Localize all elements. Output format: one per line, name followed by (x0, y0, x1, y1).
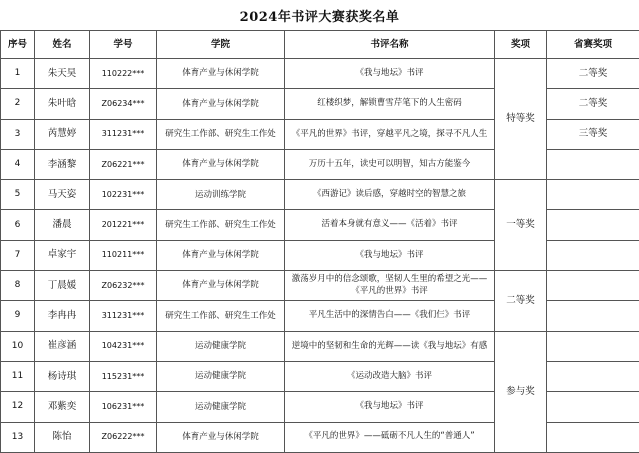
cell-provincial-award (547, 180, 639, 210)
cell-student-id: Z06222*** (90, 422, 157, 452)
header-award: 奖项 (495, 31, 547, 59)
cell-review-title: 《平凡的世界》——砥砺不凡人生的“普通人” (285, 422, 495, 452)
cell-provincial-award (547, 210, 639, 240)
cell-student-id: 115231*** (90, 361, 157, 391)
cell-provincial-award (547, 361, 639, 391)
cell-name: 潘晨 (35, 210, 90, 240)
cell-name: 邓紫奕 (35, 392, 90, 422)
cell-name: 芮慧婷 (35, 119, 90, 149)
cell-college: 体育产业与休闲学院 (157, 149, 285, 179)
cell-college: 研究生工作部、研究生工作处 (157, 119, 285, 149)
cell-name: 杨诗琪 (35, 361, 90, 391)
document-title: 2024年书评大赛获奖名单 (0, 0, 639, 30)
cell-award: 参与奖 (495, 331, 547, 452)
cell-index: 8 (1, 271, 35, 301)
cell-college: 运动健康学院 (157, 331, 285, 361)
cell-name: 朱天昊 (35, 59, 90, 89)
award-table (0, 30, 639, 453)
table-row (1, 331, 639, 361)
cell-review-title: 《平凡的世界》书评，穿越平凡之境，探寻不凡人生 (285, 119, 495, 149)
cell-student-id: Z06232*** (90, 271, 157, 301)
cell-student-id: 106231*** (90, 392, 157, 422)
cell-review-title: 激荡岁月中的信念颂歌，坚韧人生里的希望之光——《平凡的世界》书评 (285, 271, 495, 301)
cell-college: 体育产业与休闲学院 (157, 271, 285, 301)
cell-award: 一等奖 (495, 180, 547, 271)
cell-provincial-award (547, 240, 639, 270)
cell-student-id: Z06221*** (90, 149, 157, 179)
header-index: 序号 (1, 31, 35, 59)
cell-name: 李冉冉 (35, 301, 90, 331)
cell-provincial-award: 二等奖 (547, 59, 639, 89)
cell-index: 9 (1, 301, 35, 331)
cell-student-id: 102231*** (90, 180, 157, 210)
cell-student-id: 110222*** (90, 59, 157, 89)
header-review-title: 书评名称 (285, 31, 495, 59)
cell-name: 马天姿 (35, 180, 90, 210)
cell-review-title: 《我与地坛》书评 (285, 392, 495, 422)
table-body (1, 59, 639, 453)
cell-review-title: 《我与地坛》书评 (285, 240, 495, 270)
cell-provincial-award (547, 271, 639, 301)
cell-index: 10 (1, 331, 35, 361)
cell-provincial-award: 二等奖 (547, 89, 639, 119)
cell-provincial-award: 三等奖 (547, 119, 639, 149)
cell-student-id: 104231*** (90, 331, 157, 361)
header-student-id: 学号 (90, 31, 157, 59)
cell-college: 运动训练学院 (157, 180, 285, 210)
cell-college: 运动健康学院 (157, 361, 285, 391)
cell-student-id: 201221*** (90, 210, 157, 240)
cell-review-title: 红楼织梦，解锁曹雪芹笔下的人生密码 (285, 89, 495, 119)
table-row (1, 180, 639, 210)
cell-name: 陈怡 (35, 422, 90, 452)
cell-student-id: Z06234*** (90, 89, 157, 119)
cell-index: 4 (1, 149, 35, 179)
cell-provincial-award (547, 301, 639, 331)
header-college: 学院 (157, 31, 285, 59)
cell-index: 1 (1, 59, 35, 89)
header-name: 姓名 (35, 31, 90, 59)
cell-review-title: 《西游记》读后感，穿越时空的智慧之旅 (285, 180, 495, 210)
cell-index: 3 (1, 119, 35, 149)
cell-index: 5 (1, 180, 35, 210)
cell-name: 卓家宇 (35, 240, 90, 270)
cell-award: 二等奖 (495, 271, 547, 332)
cell-student-id: 110211*** (90, 240, 157, 270)
cell-index: 7 (1, 240, 35, 270)
cell-college: 体育产业与休闲学院 (157, 89, 285, 119)
cell-college: 体育产业与休闲学院 (157, 240, 285, 270)
cell-review-title: 逆境中的坚韧和生命的光辉——读《我与地坛》有感 (285, 331, 495, 361)
cell-name: 丁晨媛 (35, 271, 90, 301)
cell-review-title: 《我与地坛》书评 (285, 59, 495, 89)
cell-college: 体育产业与休闲学院 (157, 59, 285, 89)
cell-review-title: 《运动改造大脑》书评 (285, 361, 495, 391)
cell-index: 6 (1, 210, 35, 240)
cell-student-id: 311231*** (90, 119, 157, 149)
cell-index: 12 (1, 392, 35, 422)
cell-college: 运动健康学院 (157, 392, 285, 422)
cell-provincial-award (547, 331, 639, 361)
cell-student-id: 311231*** (90, 301, 157, 331)
cell-provincial-award (547, 392, 639, 422)
cell-index: 2 (1, 89, 35, 119)
cell-index: 13 (1, 422, 35, 452)
cell-provincial-award (547, 149, 639, 179)
cell-name: 崔彦涵 (35, 331, 90, 361)
cell-review-title: 万历十五年，读史可以明智，知古方能鉴今 (285, 149, 495, 179)
cell-award: 特等奖 (495, 59, 547, 180)
header-row (1, 31, 639, 59)
cell-provincial-award (547, 422, 639, 452)
cell-review-title: 活着本身就有意义——《活着》书评 (285, 210, 495, 240)
table-row (1, 271, 639, 301)
cell-college: 研究生工作部、研究生工作处 (157, 301, 285, 331)
cell-name: 朱叶晗 (35, 89, 90, 119)
cell-name: 李涵黎 (35, 149, 90, 179)
table-row (1, 59, 639, 89)
cell-index: 11 (1, 361, 35, 391)
cell-college: 研究生工作部、研究生工作处 (157, 210, 285, 240)
header-provincial-award: 省赛奖项 (547, 31, 639, 59)
cell-review-title: 平凡生活中的深情告白——《我们仨》书评 (285, 301, 495, 331)
cell-college: 体育产业与休闲学院 (157, 422, 285, 452)
